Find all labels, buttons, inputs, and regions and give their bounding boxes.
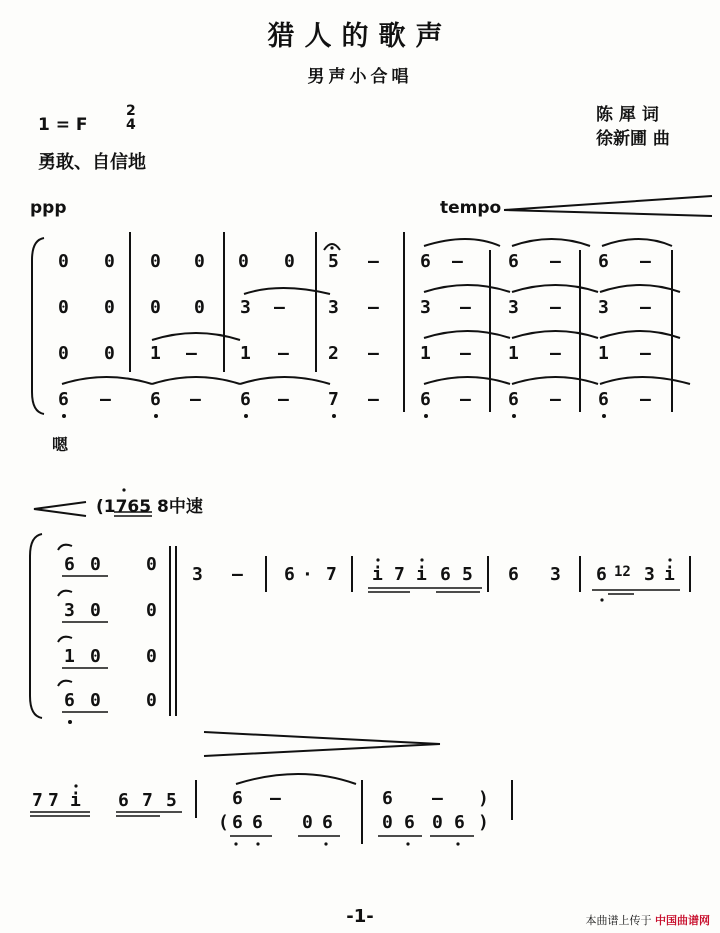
octave-dot [324,842,327,845]
octave-dot [512,414,516,418]
note: 0 [146,646,157,667]
dash: — [550,389,561,410]
dash: — [640,389,651,410]
note: 1 [508,343,519,364]
octave-dot [154,414,158,418]
note: 5 [166,790,177,811]
octave-dot [234,842,237,845]
note: 0 [194,297,205,318]
note: 0 [146,690,157,711]
tie [424,377,510,384]
note: 6 [404,812,415,833]
note: 0 [58,297,69,318]
dash: — [452,251,463,272]
tie [240,377,330,384]
note: 7 [328,389,339,410]
note: 6 [420,251,431,272]
note: 0 [284,251,295,272]
tie [600,285,680,292]
tie [424,239,500,246]
note: 7 [326,564,337,585]
note: 0 [146,600,157,621]
note: 0 [194,251,205,272]
note: 6 [420,389,431,410]
note: 0 [90,600,101,621]
note: 1 [240,343,251,364]
note: 6 [252,812,263,833]
note: 6 [596,564,607,585]
note: 5 [328,251,339,272]
note: 0 [104,297,115,318]
note: 1 [420,343,431,364]
dash: — [460,389,471,410]
dash: — [550,343,561,364]
note: 6 [440,564,451,585]
note: 6 [508,564,519,585]
dash: — [368,343,379,364]
note: 0 [58,251,69,272]
dash: — [640,343,651,364]
tie [602,239,672,246]
octave-dot [406,842,409,845]
note: 0 [58,343,69,364]
note: 6 [508,389,519,410]
system1-bracket [32,238,44,414]
note: 6 [118,790,129,811]
octave-dot [424,414,428,418]
note: 6 [598,389,609,410]
tie [152,333,240,340]
note: 1 [150,343,161,364]
tie [62,377,152,384]
note: 6 [598,251,609,272]
dash: — [278,343,289,364]
tie [152,377,240,384]
note: 1 [598,343,609,364]
tie [244,288,330,294]
dash: — [186,343,197,364]
note: 3 [644,564,655,585]
note: 7 [394,564,405,585]
dash: — [190,389,201,410]
time-bottom: 4 [126,117,136,133]
tie [600,331,680,338]
octave-dot [332,414,336,418]
note: 0 [104,343,115,364]
note: 6 [454,812,465,833]
paren: ) [478,812,489,833]
note: 0 [150,251,161,272]
octave-dot [602,414,606,418]
dash: — [368,297,379,318]
note: 6 [382,788,393,809]
octave-dot [600,598,603,601]
note: 3 [420,297,431,318]
slur [58,591,72,596]
dash: — [368,389,379,410]
dash: — [550,297,561,318]
dash: — [640,297,651,318]
crescendo-hairpin [504,196,712,216]
note: 7 [32,790,43,811]
lyric-syllable: 嗯 [52,435,69,454]
dash: — [460,343,471,364]
note: 3 [192,564,203,585]
note: 6 [232,788,243,809]
source-brand: 中国曲谱网 [655,914,710,927]
tie [512,285,598,292]
dynamic-ppp: ppp [30,198,67,218]
note: 3 [64,600,75,621]
note: 0 [432,812,443,833]
note: 3 [240,297,251,318]
octave-dot [420,558,423,561]
crescendo-hairpin [204,732,440,756]
dash: — [368,251,379,272]
dash: — [100,389,111,410]
note: 6 [150,389,161,410]
note: 0 [146,554,157,575]
crescendo-hairpin [34,502,86,516]
tie [600,377,690,384]
octave-dot [68,720,72,724]
dash: — [432,788,443,809]
note: 0 [382,812,393,833]
note: 6 [64,690,75,711]
note: 6 [64,554,75,575]
dash: — [278,389,289,410]
page-number: -1- [346,906,374,927]
note: 3 [550,564,561,585]
section-tempo-marking: (1765 8中速 [96,497,203,517]
note: i [416,564,427,585]
octave-dot [122,488,125,491]
note: 0 [302,812,313,833]
tie [236,774,356,784]
note: 12 [614,564,631,580]
composer-credit: 徐新圃 曲 [596,129,670,149]
dynamic-tempo: tempo [440,198,502,218]
octave-dot [456,842,459,845]
tie [512,331,598,338]
source-credit [586,912,711,928]
dash: — [270,788,281,809]
time-top: 2 [126,103,136,119]
note: 7 [48,790,59,811]
slur [58,545,72,550]
dash: — [640,251,651,272]
fermata-dot [330,246,333,249]
dash: — [274,297,285,318]
note: 6 [284,564,295,585]
dash: — [550,251,561,272]
note: 3 [328,297,339,318]
note: 6 [508,251,519,272]
note: 0 [90,554,101,575]
note: 3 [598,297,609,318]
note: i [664,564,675,585]
note: i [372,564,383,585]
paren: ) [478,788,489,809]
dot: · [302,564,313,585]
note: 3 [508,297,519,318]
octave-dot [376,558,379,561]
note: i [70,790,81,811]
slur [58,681,72,686]
note: 0 [104,251,115,272]
note: 2 [328,343,339,364]
octave-dot [62,414,66,418]
dash: — [460,297,471,318]
note: 6 [232,812,243,833]
note: 0 [90,690,101,711]
paren: ( [218,812,229,833]
slur [58,637,72,642]
note: 6 [58,389,69,410]
octave-dot [244,414,248,418]
song-title: 猎人的歌声 [267,21,453,52]
song-subtitle: 男声小合唱 [307,67,413,87]
tie [424,285,510,292]
system2-bracket [30,534,42,718]
dash: — [232,564,243,585]
note: 5 [462,564,473,585]
key-signature: 1 = F [38,115,88,135]
lyricist-credit: 陈 犀 词 [596,105,659,125]
source-prefix: 本曲谱上传于 [585,914,652,927]
note: 1 [64,646,75,667]
note: 0 [90,646,101,667]
tempo-marking: 勇敢、自信地 [38,152,146,173]
note: 0 [238,251,249,272]
tie [512,377,598,384]
tie [424,331,510,338]
note: 6 [240,389,251,410]
octave-dot [256,842,259,845]
note: 6 [322,812,333,833]
tie [512,239,590,246]
octave-dot [668,558,671,561]
note: 0 [150,297,161,318]
octave-dot [74,784,77,787]
note: 7 [142,790,153,811]
